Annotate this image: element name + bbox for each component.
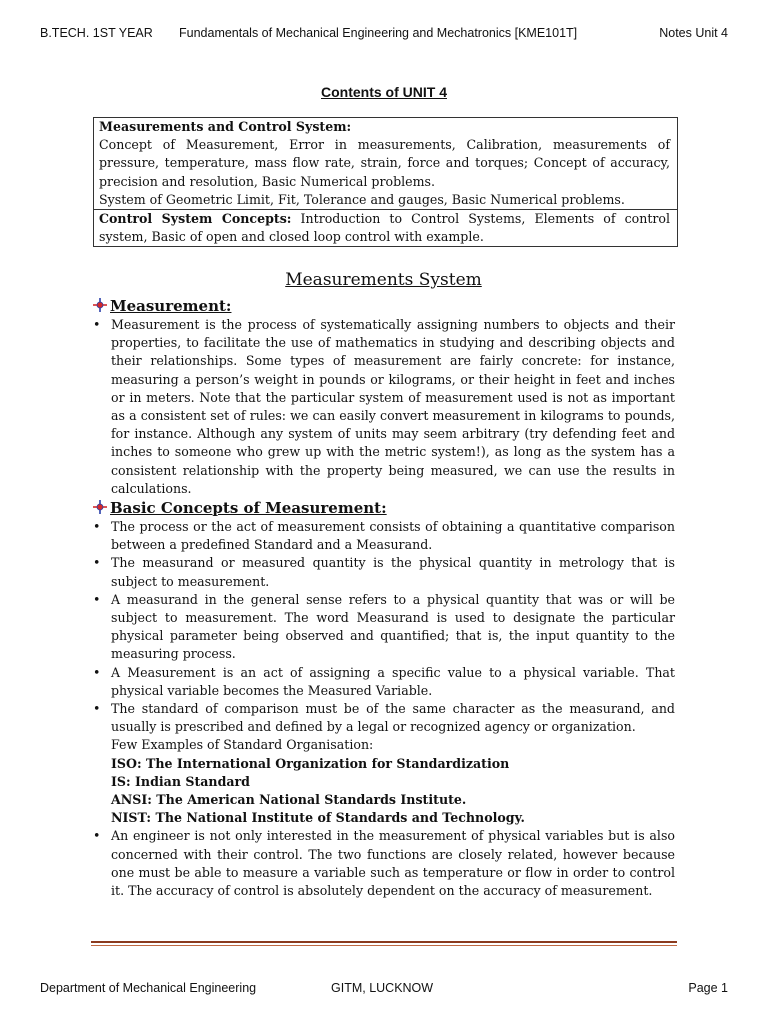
contents-row1-line1: Concept of Measurement, Error in measurements, Calibration, measurements of pressure, temperature, mass flow rate, strain, force and torques; Concept of accuracy, precision and resolution, Basic Numerical problems. [99, 137, 670, 189]
list-item: • The measurand or measured quantity is the physical quantity in metrology that is subject to measurement. [92, 554, 675, 590]
list-item-text: • The standard of comparison must be of the same character as the measurand, and usually is prescribed and defined by a legal or recognized agency or organization. [111, 701, 675, 735]
footer-institute: GITM, LUCKNOW [331, 981, 434, 995]
contents-row-control [94, 209, 677, 246]
header-course: B.TECH. 1ST YEAR [40, 26, 153, 40]
footer-divider [91, 941, 677, 943]
footer-divider-thin [91, 945, 677, 946]
section2-heading: Basic Concepts of Measurement: [110, 499, 387, 518]
pushpin-icon [92, 297, 108, 313]
examples-intro: Few Examples of Standard Organisation: [111, 737, 374, 753]
header-subject: Fundamentals of Mechanical Engineering and Mechatronics [KME101T] [179, 26, 578, 40]
section-heading-basic-concepts [92, 498, 675, 518]
list-item: • An engineer is not only interested in the measurement of physical variables but is also concerned with their control. The two functions are closely related, however because one must be able to measure a variable such as temperature or flow in order to control it. The accuracy of control is absolutely dependent on the accuracy of measurement. [92, 827, 675, 900]
header-notes: Notes Unit 4 [659, 26, 728, 40]
contents-row2-heading: Control System Concepts: [99, 211, 292, 227]
list-item: • The process or the act of measurement consists of obtaining a quantitative comparison between a predefined Standard and a Measurand. [92, 518, 675, 554]
standard-is: IS: Indian Standard [111, 773, 250, 789]
contents-row-measurements [94, 118, 677, 209]
section-heading-measurement [92, 296, 675, 316]
main-title: Measurements System [285, 270, 482, 290]
contents-row1-heading: Measurements and Control System: [99, 119, 352, 134]
main-content [92, 268, 675, 900]
standard-ansi: ANSI: The American National Standards Institute. [111, 792, 467, 808]
list-item [92, 700, 675, 827]
pushpin-icon [92, 499, 108, 515]
section1-list [92, 316, 675, 498]
contents-row1-line2: System of Geometric Limit, Fit, Tolerance and gauges, Basic Numerical problems. [99, 191, 625, 207]
footer-department: Department of Mechanical Engineering [40, 981, 257, 995]
contents-title: Contents of UNIT 4 [321, 84, 447, 100]
standard-iso: ISO: The International Organization for Standardization [111, 755, 510, 771]
section1-heading: Measurement: [110, 297, 232, 315]
contents-box [93, 117, 678, 247]
contents-row2-text: Introduction to Control Systems, Elements of control system, Basic of open and closed loop control with example. [99, 211, 671, 245]
list-item: • A Measurement is an act of assigning a specific value to a physical variable. That physical variable becomes the Measured Variable. [92, 664, 675, 700]
list-item: • Measurement is the process of systematically assigning numbers to objects and their properties, to facilitate the use of mathematics in studying and describing objects and their relationships. Some types of measurement are fairly concrete: for instance, measuring a person’s weight in pounds or kilograms, or their height in feet and inches or in meters. Note that the particular system of measurement used is not as important as a consistent set of rules: we can easily convert measurement in kilograms to pounds, for instance. Although any system of units may seem arbitrary (try defending feet and inches to someone who grew up with the metric system!), as long as the system has a consistent relationship with the property being measured, we can use the results in calculations. [92, 316, 675, 498]
footer-page: Page 1 [688, 981, 728, 995]
standard-nist: NIST: The National Institute of Standards and Technology. [111, 810, 525, 826]
section2-list [92, 518, 675, 900]
list-item: • A measurand in the general sense refers to a physical quantity that was or will be subject to measurement. The word Measurand is used to designate the particular physical parameter being observed and quantified; that is, the input quantity to the measuring process. [92, 591, 675, 664]
